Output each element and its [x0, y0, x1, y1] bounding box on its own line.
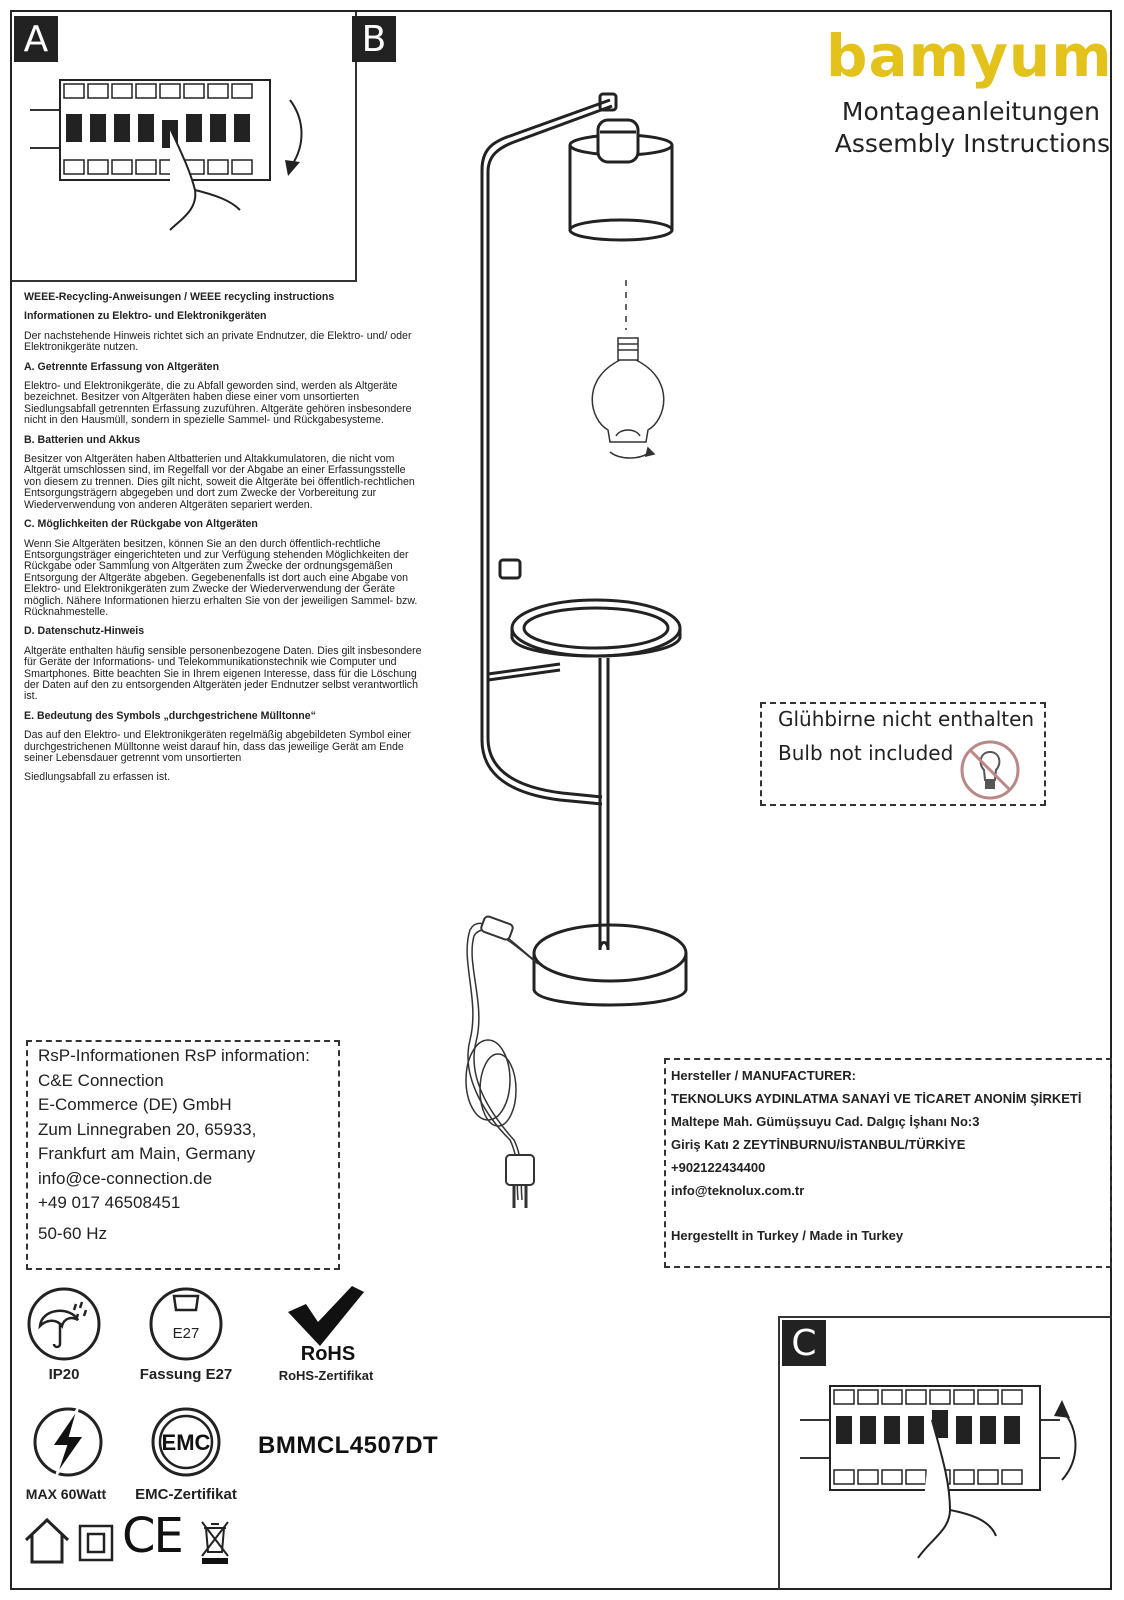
socket-label: Fassung E27 — [139, 1366, 233, 1383]
brand-logo: bamyum — [826, 22, 1113, 90]
manufacturer-line: Giriş Katı 2 ZEYTİNBURNU/İSTANBUL/TÜRKİYE — [671, 1137, 966, 1152]
ip-label: IP20 — [48, 1366, 80, 1383]
rsp-line: E-Commerce (DE) GmbH — [38, 1095, 232, 1114]
umbrella-rain-icon — [26, 1286, 102, 1362]
rohs-inner: RoHS — [300, 1343, 356, 1362]
rsp-line: +49 017 46508451 — [38, 1193, 181, 1212]
no-bulb-icon — [958, 738, 1022, 802]
socket-inner: E27 — [172, 1325, 200, 1342]
weee-heading-c: C. Möglichkeiten der Rückgabe von Altgeräten — [24, 518, 258, 531]
emc-inner: EMC — [161, 1430, 211, 1455]
manufacturer-line: Maltepe Mah. Gümüşsuyu Cad. Dalgıç İşhanı No:3 — [671, 1114, 980, 1129]
weee-title: WEEE-Recycling-Anweisungen / WEEE recycling instructions — [24, 291, 335, 303]
weee-intro: Der nachstehende Hinweis richtet sich an private Endnutzer, die Elektro- und/ oder Elektronikgeräte nutzen. — [24, 329, 412, 354]
manufacturer-line: TEKNOLUKS AYDINLATMA SANAYİ VE TİCARET ANONİM ŞİRKETİ — [671, 1091, 1082, 1106]
emc-icon — [148, 1404, 224, 1480]
panel-b-label: B — [352, 16, 396, 62]
weee-text — [24, 292, 424, 792]
rsp-title: RsP-Informationen RsP information: — [38, 1046, 310, 1065]
rsp-line: C&E Connection — [38, 1070, 164, 1090]
rohs-icon — [280, 1282, 380, 1362]
emc-label: EMC-Zertifikat — [135, 1486, 237, 1503]
lightning-icon — [30, 1404, 106, 1480]
rsp-info — [38, 1044, 310, 1246]
class-2-icon — [78, 1524, 114, 1562]
power-label: MAX 60Watt — [25, 1486, 107, 1502]
weee-body-a: Elektro- und Elektronikgeräte, die zu Abfall geworden sind, werden als Altgeräte bezeichnet. Besitzer von Altgeräten haben diese einer vom unsortierten Siedlungsabfall getrennten Erfassung zuzuführen. Altgeräte gehören insbesondere nicht in den Hausmüll, sondern in spezielle Sammel- und Rückgabesysteme. — [24, 380, 412, 427]
model-number: BMMCL4507DT — [258, 1432, 439, 1459]
subtitle-de: Montageanleitungen — [841, 97, 1100, 126]
weee-closing: Siedlungsabfall zu erfassen ist. — [24, 771, 171, 784]
crossed-bin-icon — [198, 1518, 232, 1566]
weee-body-c: Wenn Sie Altgeräten besitzen, können Sie an den durch öffentlich-rechtliche Entsorgungsträger eingerichteten und zur Verfügung stehenden Möglichkeiten der Rückgabe oder Sammlung von Altgeräten zum Zwecke der ordnungsgemäßen Entsorgung der Altgeräte abgeben. Gegebenenfalls ist dort auch eine Abgabe von Elektro- und Elektronikgeräten zum Zwecke der Wiederverwendung der Geräte möglich. Nähere Informationen hierzu erhalten Sie von der jeweiligen Sammel- bzw. Rücknahmestelle. — [24, 537, 418, 618]
subtitle-en: Assembly Instructions — [834, 129, 1110, 158]
weee-heading-e: E. Bedeutung des Symbols „durchgestrichene Mülltonne“ — [24, 709, 316, 722]
breaker-on-illustration — [800, 1380, 1100, 1570]
panel-c-label: C — [782, 1320, 826, 1366]
rsp-line: Frankfurt am Main, Germany — [38, 1144, 256, 1163]
indoor-house-icon — [22, 1516, 72, 1566]
bulb-notice-en: Bulb not included — [778, 741, 954, 765]
manufacturer-info — [671, 1064, 1081, 1247]
weee-heading-a: A. Getrennte Erfassung von Altgeräten — [24, 360, 220, 373]
weee-subtitle: Informationen zu Elektro- und Elektronikgeräten — [24, 310, 267, 323]
panel-a-label: A — [14, 16, 58, 62]
manufacturer-title: Hersteller / MANUFACTURER: — [671, 1068, 856, 1083]
e27-socket-icon — [148, 1286, 224, 1362]
weee-heading-b: B. Batterien und Akkus — [24, 433, 141, 446]
weee-body-b: Besitzer von Altgeräten haben Altbatterien und Altakkumulatoren, die nicht vom Altgerät umschlossen sind, im Regelfall vor der Abgabe an einer Erfassungsstelle von diesem zu trennen. Dies gilt nicht, soweit die Altgeräte bei öffentlich-rechtlichen Entsorgungsträgern abgegeben und dort zum Zwecke der Vorbereitung zur Wiederverwendung von anderen Altgeräten separiert werden. — [24, 453, 415, 511]
manufacturer-line: info@teknolux.com.tr — [671, 1183, 805, 1198]
rohs-label: RoHS-Zertifikat — [278, 1368, 374, 1383]
manufacturer-made-in: Hergestellt in Turkey / Made in Turkey — [671, 1228, 904, 1243]
breaker-off-illustration — [30, 70, 330, 250]
weee-heading-d: D. Datenschutz-Hinweis — [24, 625, 145, 638]
rsp-line: info@ce-connection.de — [38, 1168, 213, 1188]
weee-body-d: Altgeräte enthalten häufig sensible personenbezogene Daten. Dies gilt insbesondere für Geräte der Informations- und Telekommunikationstechnik wie Computer und Smartphones. Bitte beachten Sie in Ihrem eigenen Interesse, dass für die Löschung der Daten auf den zu entsorgenden Altgeräten jeder Endnutzer selbst verantwortlich ist. — [24, 644, 422, 703]
weee-body-e: Das auf den Elektro- und Elektronikgeräten regelmäßig abgebildeten Symbol einer durchgestrichenen Mülltonne weist darauf hin, dass das jeweilige Gerät am Ende seiner Lebensdauer getrennt vom unsortierten — [24, 729, 411, 764]
rsp-frequency: 50-60 Hz — [38, 1223, 107, 1243]
manufacturer-line: +902122434400 — [671, 1160, 766, 1175]
rsp-line: Zum Linnegraben 20, 65933, — [38, 1119, 257, 1139]
bulb-notice-de: Glühbirne nicht enthalten — [778, 707, 1035, 731]
ce-mark-icon: CE — [122, 1508, 182, 1564]
